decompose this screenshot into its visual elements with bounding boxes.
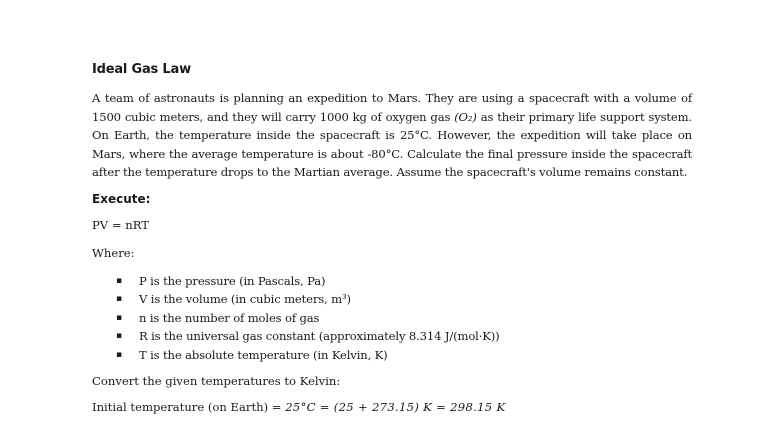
list-item	[92, 327, 692, 346]
definition-text: T is the absolute temperature (in Kelvin, K)	[139, 347, 388, 362]
ideal-gas-equation: PV = nRT	[92, 217, 149, 232]
initial-temperature-line	[92, 398, 692, 416]
initial-temp-equation: 25°C = (25 + 273.15) K = 298.15 K	[285, 400, 506, 415]
bullet-icon: ▪	[116, 275, 122, 286]
bullet-icon: ▪	[116, 294, 122, 305]
bullet-icon: ▪	[116, 349, 122, 360]
page-title: Ideal Gas Law	[92, 62, 191, 77]
where-label: Where:	[92, 245, 135, 260]
definition-text: n is the number of moles of gas	[139, 310, 320, 325]
execute-heading: Execute:	[92, 191, 151, 206]
initial-temp-label: Initial temperature (on Earth) =	[92, 400, 286, 415]
problem-text-part1: A team of astronauts is planning an expedition to Mars. They are using a spacecraft with a volume of 1500 cubic meters, and they will carry 1000 kg of oxygen gas	[92, 91, 692, 124]
bullet-icon: ▪	[116, 312, 122, 323]
list-item	[92, 346, 692, 365]
definition-text: V is the volume (in cubic meters, m³)	[139, 292, 351, 307]
list-item	[92, 272, 692, 291]
problem-statement	[92, 89, 692, 182]
problem-text-part2: as their primary life support system. On Earth, the temperature inside the spacecraft is 25°C. However, the expedition will take place on Mars, where the average temperature is about -80°C. Calculate the final pressure inside the spacecraft after the temperature drops to the Martian average. Assume the spacecraft's volume remains constant.	[92, 109, 692, 180]
list-item	[92, 309, 692, 328]
definition-text: P is the pressure (in Pascals, Pa)	[139, 273, 326, 288]
bullet-icon: ▪	[116, 331, 122, 342]
convert-heading: Convert the given temperatures to Kelvin:	[92, 374, 341, 389]
definition-text: R is the universal gas constant (approximately 8.314 J/(mol·K))	[139, 329, 500, 344]
definition-list	[92, 272, 692, 365]
list-item	[92, 290, 692, 309]
oxygen-formula: (O₂)	[454, 109, 477, 124]
document-page	[92, 62, 692, 424]
